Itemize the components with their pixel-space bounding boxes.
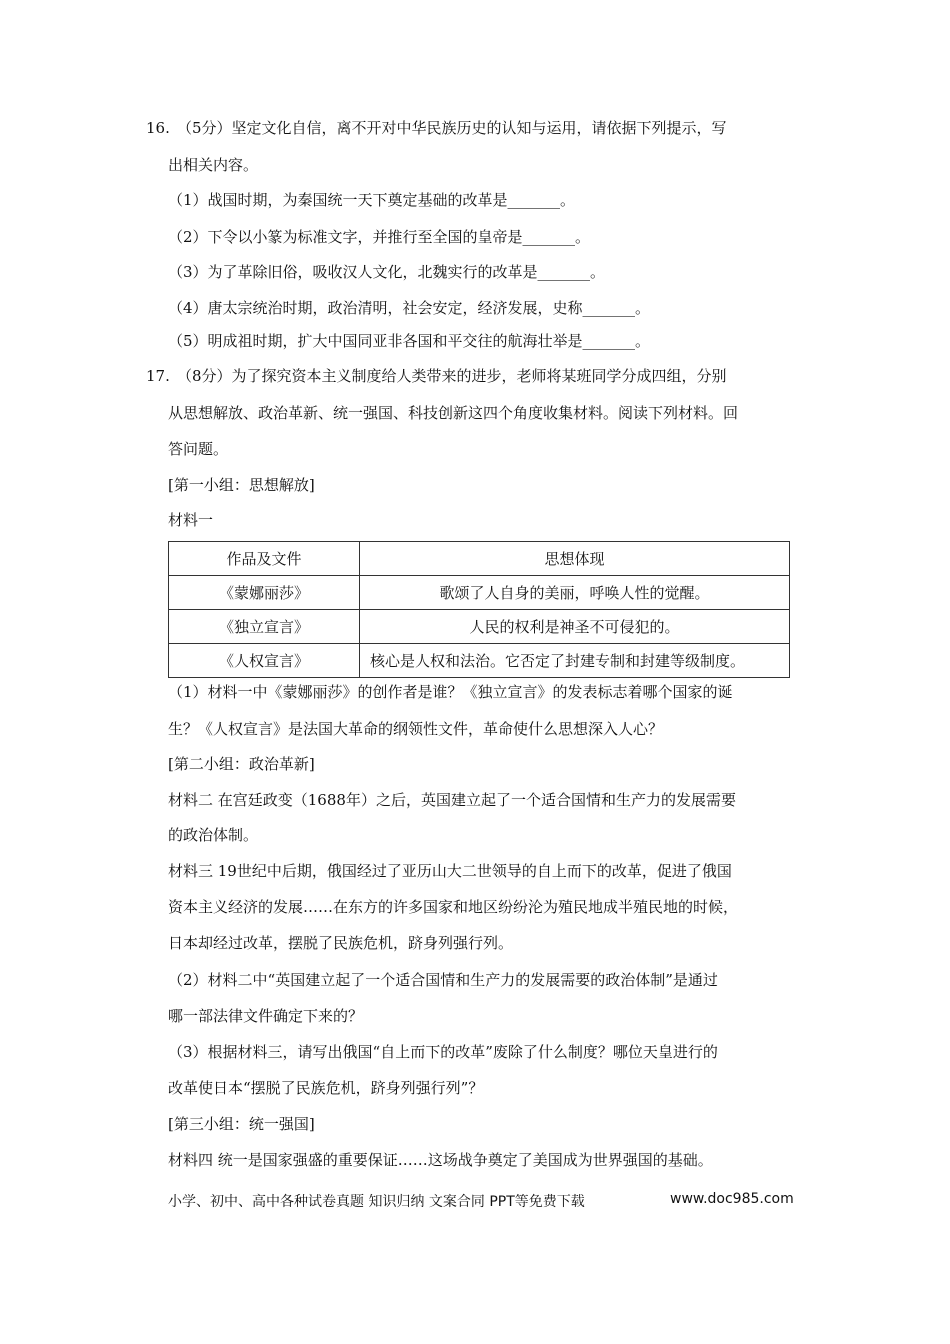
table-header-cell: 思想体现 [360,542,790,576]
table-cell: 人民的权利是神圣不可侵犯的。 [360,610,790,644]
footer-text: 小学、初中、高中各种试卷真题 知识归纳 文案合同 PPT等免费下载 [168,1194,585,1210]
sub-question-2-line2: 哪一部法律文件确定下来的？ [168,1007,364,1025]
question-16-item-5: （5）明成祖时期，扩大中国同亚非各国和平交往的航海壮举是_______。 [168,332,651,350]
group-2-title: [第二小组：政治革新] [168,755,315,773]
sub-question-1-line2: 生？《人权宣言》是法国大革命的纲领性文件，革命使什么思想深入人心？ [168,720,664,738]
table-row [169,644,790,678]
question-16-item-1: （1）战国时期，为秦国统一天下奠定基础的改革是_______。 [168,191,576,209]
footer-website: www.doc985.com [670,1191,794,1207]
question-16-item-3: （3）为了革除旧俗，吸收汉人文化，北魏实行的改革是_______。 [168,263,606,281]
sub-question-2-line1: （2）材料二中“英国建立起了一个适合国情和生产力的发展需要的政治体制”是通过 [168,971,718,989]
question-17-stem-line1: （8分）为了探究资本主义制度给人类带来的进步，老师将某班同学分成四组，分别 [177,367,727,385]
question-16-item-2: （2）下令以小篆为标准文字，并推行至全国的皇帝是_______。 [168,228,591,246]
question-16-number: 16. [146,119,170,137]
table-cell: 《蒙娜丽莎》 [169,576,360,610]
material-2-line1: 材料二 在宫廷政变（1688年）之后，英国建立起了一个适合国情和生产力的发展需要 [168,791,736,809]
table-header-row [169,542,790,576]
material-2-line2: 的政治体制。 [168,826,259,844]
material-3-line2: 资本主义经济的发展……在东方的许多国家和地区纷纷沦为殖民地成半殖民地的时候， [168,898,739,916]
sub-question-1-line1: （1）材料一中《蒙娜丽莎》的创作者是谁？《独立宣言》的发表标志着哪个国家的诞 [168,683,733,701]
material-3-line3: 日本却经过改革，摆脱了民族危机，跻身列强行列。 [168,934,514,952]
question-16-item-4: （4）唐太宗统治时期，政治清明，社会安定，经济发展，史称_______。 [168,299,651,317]
sub-question-3-line2: 改革使日本“摆脱了民族危机，跻身列强行列”？ [168,1079,484,1097]
question-17-stem-line3: 答问题。 [168,440,229,458]
sub-question-3-line1: （3）根据材料三，请写出俄国“自上而下的改革”废除了什么制度？哪位天皇进行的 [168,1043,718,1061]
table-cell: 《独立宣言》 [169,610,360,644]
question-16-stem-line1: （5分）坚定文化自信，离不开对中华民族历史的认知与运用，请依据下列提示，写 [177,119,727,137]
material-1-label: 材料一 [168,511,214,529]
material-4-line1: 材料四 统一是国家强盛的重要保证……这场战争奠定了美国成为世界强国的基础。 [168,1151,713,1169]
table-cell: 《人权宣言》 [169,644,360,678]
material-3-line1: 材料三 19世纪中后期，俄国经过了亚历山大二世领导的自上而下的改革，促进了俄国 [168,862,732,880]
question-16-stem-line2: 出相关内容。 [168,156,259,174]
question-17-number: 17. [146,367,170,385]
table-row [169,610,790,644]
table-header-cell: 作品及文件 [169,542,360,576]
material-1-table [168,541,790,678]
table-cell: 核心是人权和法治。它否定了封建专制和封建等级制度。 [360,644,790,678]
group-3-title: [第三小组：统一强国] [168,1115,315,1133]
table-row [169,576,790,610]
table-cell: 歌颂了人自身的美丽，呼唤人性的觉醒。 [360,576,790,610]
question-17-stem-line2: 从思想解放、政治革新、统一强国、科技创新这四个角度收集材料。阅读下列材料。回 [168,404,739,422]
group-1-title: [第一小组：思想解放] [168,476,315,494]
